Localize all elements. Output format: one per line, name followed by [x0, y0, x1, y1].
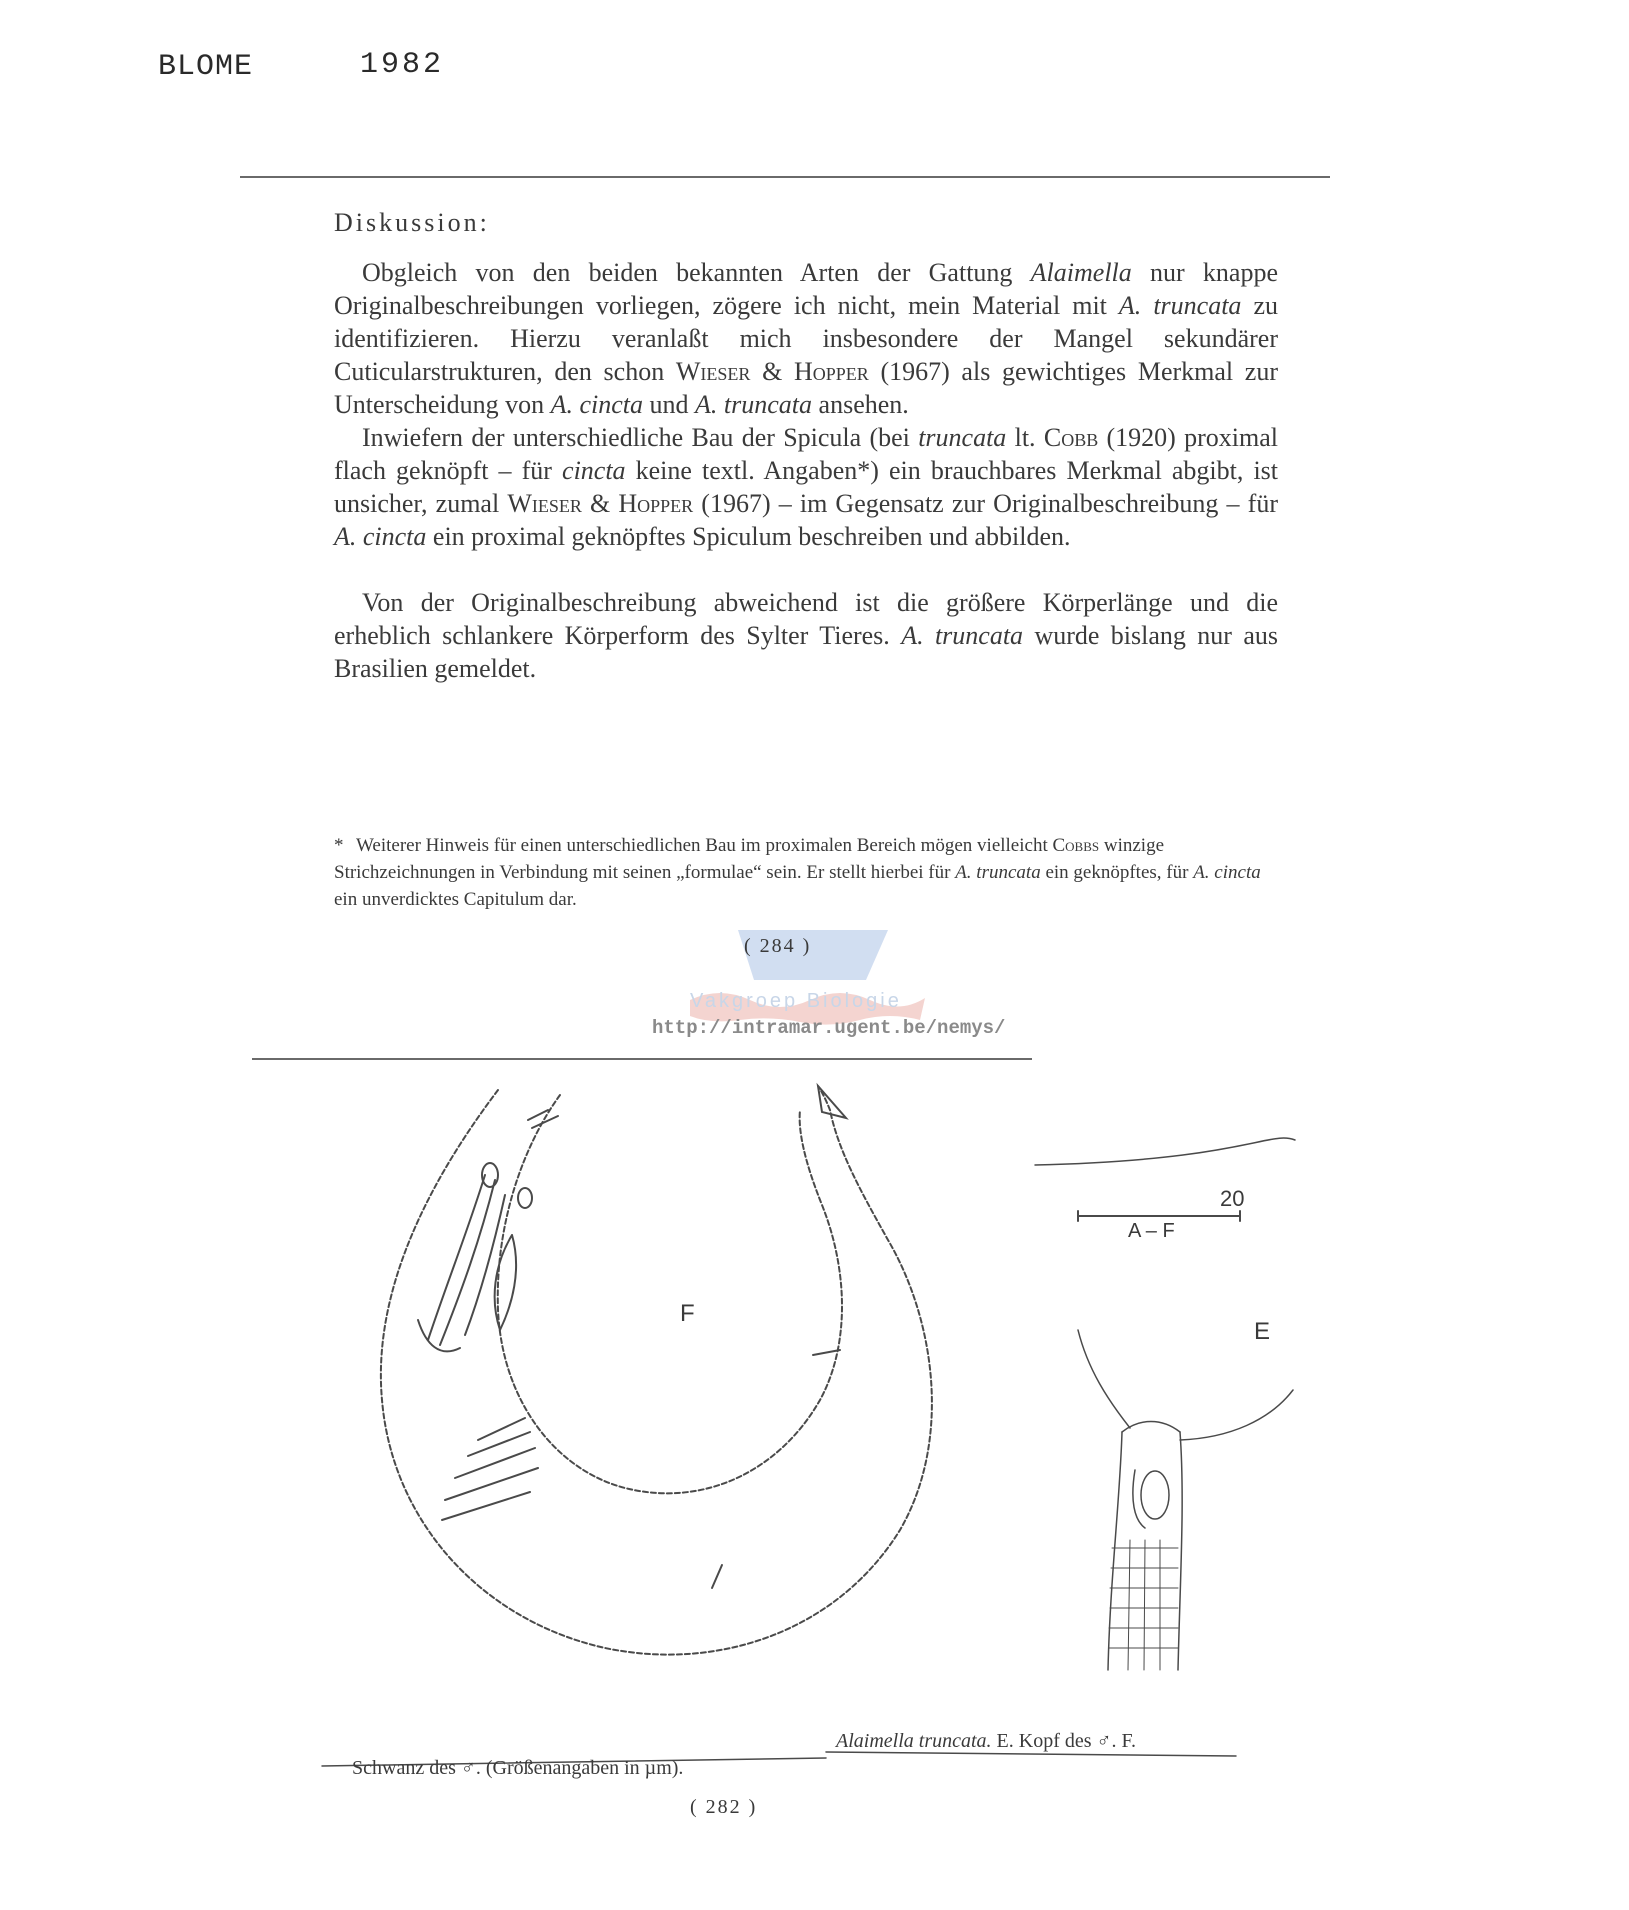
- head-bristle-right: [1180, 1390, 1293, 1440]
- spicule-apparatus: [418, 1110, 558, 1351]
- paragraph-1: Obgleich von den beiden bekannten Arten der Gattung Alaimella nur knappe Originalbeschreibungen vorliegen, zögere ich nicht, mein Material mit A. truncata zu identifizieren. Hierzu veranlaßt mich insbesondere der Mangel sekundärer Cuticularstrukturen, den schon Wieser & Hopper (1967) als gewichtiges Merkmal zur Unterscheidung von A. cincta und A. truncata ansehen.: [334, 258, 1279, 419]
- publication-year: 1982: [360, 48, 445, 82]
- figure-label-f: F: [680, 1300, 695, 1327]
- scale-value: 20: [1220, 1186, 1245, 1211]
- head-bristle-left: [1078, 1330, 1130, 1428]
- page-number-bottom: ( 282 ): [690, 1796, 758, 1818]
- figure-caption-line-2: Schwanz des ♂. (Größenangaben in µm).: [352, 1757, 684, 1779]
- top-divider: [240, 176, 1330, 178]
- figure-drawing: [0, 1060, 1629, 1790]
- head-body: [1108, 1422, 1182, 1671]
- section-heading: Diskussion:: [334, 208, 490, 237]
- tail-inner-outline: [498, 1095, 842, 1493]
- tail-tip: [818, 1086, 846, 1118]
- tail-annulations: [442, 1418, 538, 1520]
- paragraph-3: Von der Originalbeschreibung abweichend ist die größere Körperlänge und die erheblich schlankere Körperform des Sylter Tieres. A. truncata wurde bislang nur aus Brasilien gemeldet.: [334, 588, 1278, 683]
- page-number-top: ( 284 ): [744, 935, 812, 957]
- head-contour: [1035, 1138, 1295, 1165]
- watermark-url[interactable]: http://intramar.ugent.be/nemys/: [652, 1017, 1006, 1039]
- footnote: * Weiterer Hinweis für einen unterschiedlichen Bau im proximalen Bereich mögen vielleicht Cobbs winzige Strichzeichnungen in Verbindung mit seinen „formulae“ sein. Er stellt hierbei für A. truncata ein geknöpftes, für A. cincta ein unverdicktes Capitulum dar.: [334, 835, 1261, 910]
- paragraph-2: Inwiefern der unterschiedliche Bau der Spicula (bei truncata lt. Cobb (1920) proximal flach geknöpft – für cincta keine textl. Angaben*) ein brauchbares Merkmal abgibt, ist unsicher, zumal Wieser & Hopper (1967) – im Gegensatz zur Originalbeschreibung – für A. cincta ein proximal geknöpftes Spiculum beschreiben und abbilden.: [334, 423, 1279, 551]
- papilla-ventral: [712, 1565, 722, 1588]
- tail-outer-outline: [381, 1086, 932, 1655]
- figure-label-e: E: [1254, 1318, 1271, 1345]
- scale-label: A – F: [1128, 1220, 1175, 1242]
- author-name: BLOME: [158, 50, 254, 84]
- watermark-label: Vakgroep Biologie: [690, 990, 902, 1012]
- figure-caption-line-1: Alaimella truncata. E. Kopf des ♂. F.: [836, 1730, 1137, 1752]
